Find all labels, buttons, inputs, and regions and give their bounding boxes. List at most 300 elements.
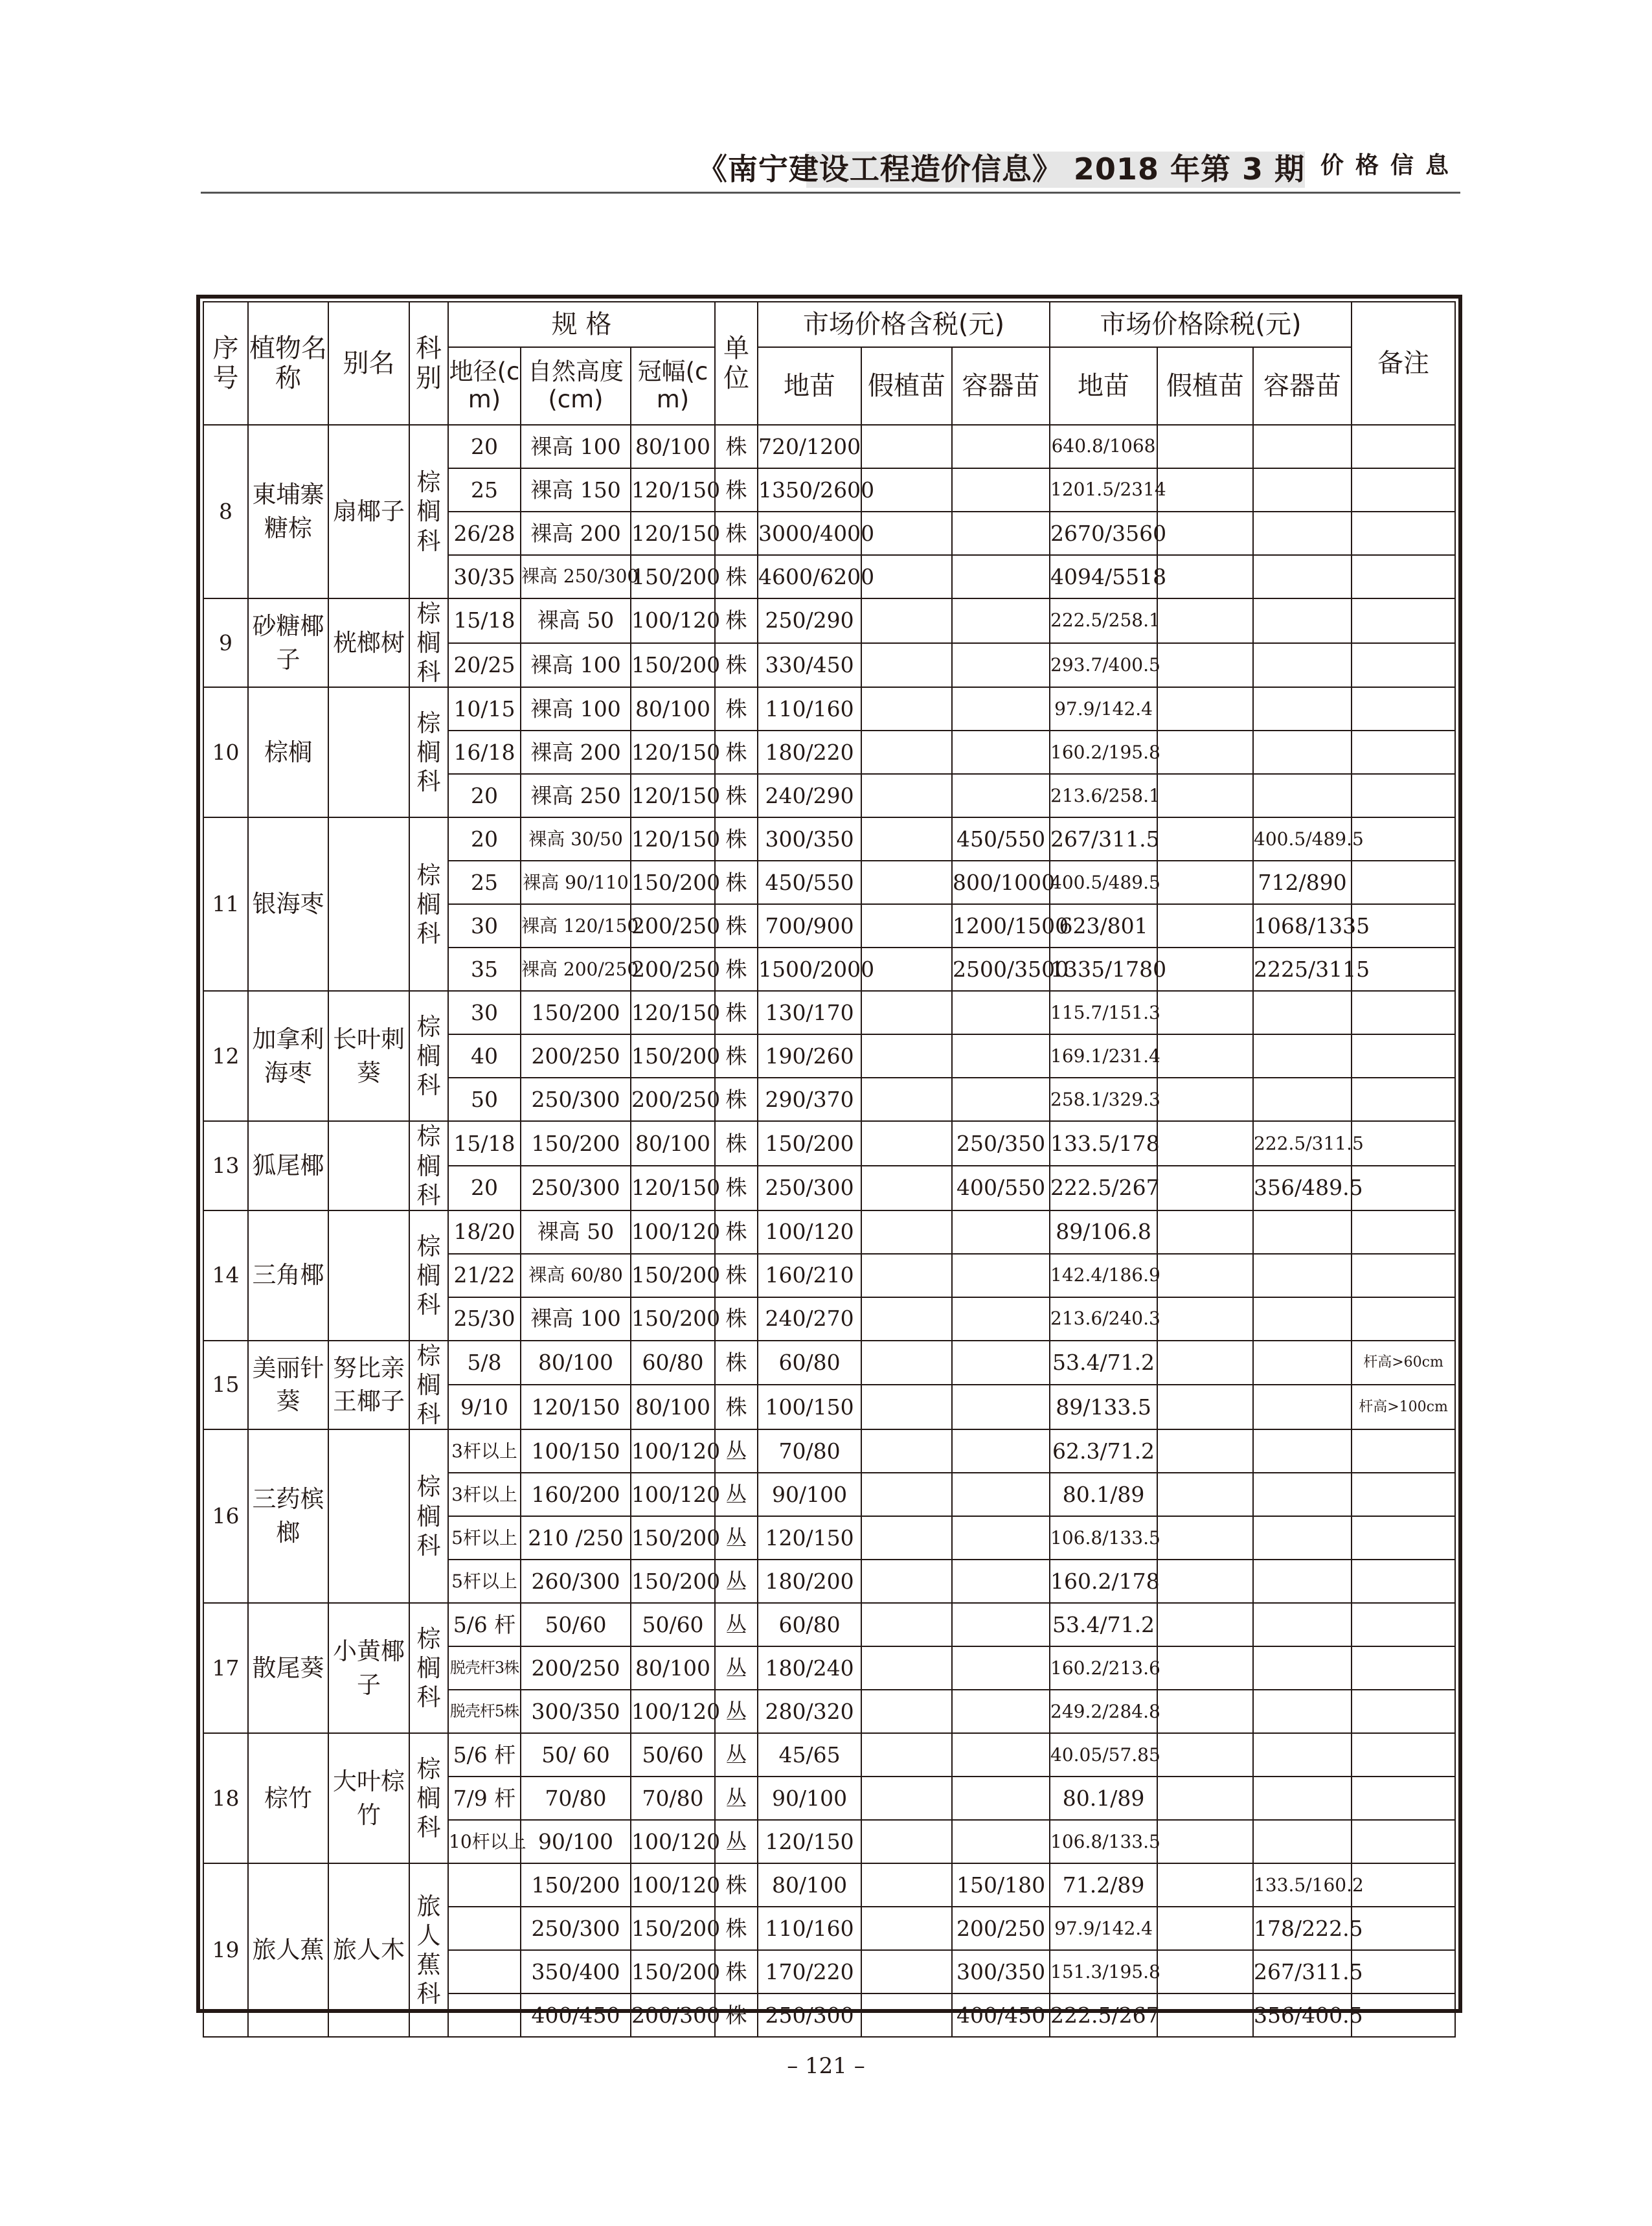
col-header-price-incl-tax: 市场价格含税(元) xyxy=(758,302,1050,347)
unit-cell: 株 xyxy=(715,817,758,861)
natural-height-cell: 裸高 200 xyxy=(521,512,631,555)
alias-cell xyxy=(328,1121,409,1210)
incl-container-price-cell xyxy=(952,1560,1050,1603)
crown-width-cell: 200/250 xyxy=(631,904,715,948)
ground-diameter-cell: 35 xyxy=(448,948,521,991)
excl-ground-price-cell: 293.7/400.5 xyxy=(1050,643,1157,688)
incl-fake-price-cell xyxy=(861,1516,952,1560)
excl-ground-price-cell: 169.1/231.4 xyxy=(1050,1034,1157,1078)
remark-cell: 杆高>60cm xyxy=(1352,1341,1455,1385)
ground-diameter-cell xyxy=(448,1950,521,1993)
excl-container-price-cell xyxy=(1253,1560,1352,1603)
ground-diameter-cell: 25 xyxy=(448,468,521,512)
natural-height-cell: 裸高 50 xyxy=(521,1210,631,1254)
unit-cell: 株 xyxy=(715,598,758,643)
excl-fake-price-cell xyxy=(1157,904,1253,948)
incl-fake-price-cell xyxy=(861,1341,952,1385)
incl-fake-price-cell xyxy=(861,1603,952,1646)
incl-fake-price-cell xyxy=(861,1121,952,1166)
incl-ground-price-cell: 60/80 xyxy=(758,1341,861,1385)
incl-ground-price-cell: 1500/2000 xyxy=(758,948,861,991)
excl-ground-price-cell: 400.5/489.5 xyxy=(1050,861,1157,904)
excl-ground-price-cell: 89/106.8 xyxy=(1050,1210,1157,1254)
unit-cell: 丛 xyxy=(715,1560,758,1603)
excl-fake-price-cell xyxy=(1157,1385,1253,1429)
incl-ground-price-cell: 110/160 xyxy=(758,1907,861,1950)
incl-container-price-cell xyxy=(952,1254,1050,1297)
excl-ground-price-cell: 62.3/71.2 xyxy=(1050,1429,1157,1473)
remark-cell xyxy=(1352,643,1455,688)
col-header-ground-diameter: 地径(cm) xyxy=(448,347,521,425)
excl-ground-price-cell: 160.2/195.8 xyxy=(1050,731,1157,774)
crown-width-cell: 150/200 xyxy=(631,1034,715,1078)
excl-container-price-cell xyxy=(1253,1473,1352,1516)
incl-container-price-cell: 2500/3500 xyxy=(952,948,1050,991)
remark-cell xyxy=(1352,512,1455,555)
incl-fake-price-cell xyxy=(861,1560,952,1603)
page-header xyxy=(201,146,1460,192)
incl-ground-price-cell: 150/200 xyxy=(758,1121,861,1166)
plant-name-cell: 银海枣 xyxy=(248,817,328,991)
plant-name-cell: 砂糖椰子 xyxy=(248,598,328,687)
col-header-incl-ground: 地苗 xyxy=(758,347,861,425)
excl-container-price-cell: 267/311.5 xyxy=(1253,1950,1352,1993)
seq-cell: 15 xyxy=(203,1341,248,1429)
natural-height-cell: 350/400 xyxy=(521,1950,631,1993)
col-header-incl-fake: 假植苗 xyxy=(861,347,952,425)
unit-cell: 株 xyxy=(715,643,758,688)
excl-fake-price-cell xyxy=(1157,1777,1253,1820)
crown-width-cell: 100/120 xyxy=(631,1863,715,1907)
unit-cell: 株 xyxy=(715,904,758,948)
excl-ground-price-cell: 71.2/89 xyxy=(1050,1863,1157,1907)
remark-cell xyxy=(1352,861,1455,904)
unit-cell: 株 xyxy=(715,731,758,774)
incl-ground-price-cell: 45/65 xyxy=(758,1733,861,1777)
ground-diameter-cell: 50 xyxy=(448,1078,521,1121)
seq-cell: 19 xyxy=(203,1863,248,2037)
remark-cell xyxy=(1352,1121,1455,1166)
excl-container-price-cell xyxy=(1253,1385,1352,1429)
incl-container-price-cell xyxy=(952,1690,1050,1733)
seq-cell: 16 xyxy=(203,1429,248,1603)
incl-container-price-cell xyxy=(952,1429,1050,1473)
incl-container-price-cell: 1200/1500 xyxy=(952,904,1050,948)
remark-cell xyxy=(1352,1907,1455,1950)
ground-diameter-cell: 20 xyxy=(448,1166,521,1210)
remark-cell xyxy=(1352,598,1455,643)
alias-cell: 桄榔树 xyxy=(328,598,409,687)
incl-ground-price-cell: 120/150 xyxy=(758,1820,861,1863)
excl-container-price-cell xyxy=(1253,1078,1352,1121)
excl-container-price-cell xyxy=(1253,1210,1352,1254)
crown-width-cell: 120/150 xyxy=(631,991,715,1034)
crown-width-cell: 100/120 xyxy=(631,1690,715,1733)
unit-cell: 株 xyxy=(715,1078,758,1121)
ground-diameter-cell: 20/25 xyxy=(448,643,521,688)
incl-ground-price-cell: 160/210 xyxy=(758,1254,861,1297)
remark-cell xyxy=(1352,425,1455,468)
remark-cell xyxy=(1352,1820,1455,1863)
unit-cell: 丛 xyxy=(715,1820,758,1863)
excl-ground-price-cell: 222.5/267 xyxy=(1050,1993,1157,2037)
incl-container-price-cell xyxy=(952,598,1050,643)
ground-diameter-cell: 7/9 杆 xyxy=(448,1777,521,1820)
natural-height-cell: 裸高 150 xyxy=(521,468,631,512)
ground-diameter-cell: 26/28 xyxy=(448,512,521,555)
excl-ground-price-cell: 97.9/142.4 xyxy=(1050,687,1157,731)
ground-diameter-cell: 5杆以上 xyxy=(448,1560,521,1603)
crown-width-cell: 120/150 xyxy=(631,731,715,774)
excl-fake-price-cell xyxy=(1157,1429,1253,1473)
remark-cell xyxy=(1352,1210,1455,1254)
excl-container-price-cell xyxy=(1253,1516,1352,1560)
unit-cell: 株 xyxy=(715,991,758,1034)
natural-height-cell: 裸高 120/150 xyxy=(521,904,631,948)
incl-container-price-cell: 450/550 xyxy=(952,817,1050,861)
ground-diameter-cell: 脱壳杆3株 xyxy=(448,1646,521,1690)
excl-container-price-cell: 356/400.5 xyxy=(1253,1993,1352,2037)
excl-fake-price-cell xyxy=(1157,774,1253,817)
plant-name-cell: 棕竹 xyxy=(248,1733,328,1863)
remark-cell xyxy=(1352,1690,1455,1733)
incl-ground-price-cell: 110/160 xyxy=(758,687,861,731)
family-cell: 棕榈科 xyxy=(409,687,448,817)
natural-height-cell: 150/200 xyxy=(521,1121,631,1166)
unit-cell: 株 xyxy=(715,1863,758,1907)
family-cell: 棕榈科 xyxy=(409,1429,448,1603)
unit-cell: 株 xyxy=(715,1254,758,1297)
table-row xyxy=(203,991,1455,1034)
table-row xyxy=(203,1429,1455,1473)
excl-ground-price-cell: 89/133.5 xyxy=(1050,1385,1157,1429)
excl-ground-price-cell: 106.8/133.5 xyxy=(1050,1516,1157,1560)
ground-diameter-cell: 脱壳杆5株 xyxy=(448,1690,521,1733)
unit-cell: 丛 xyxy=(715,1429,758,1473)
ground-diameter-cell: 10杆以上 xyxy=(448,1820,521,1863)
incl-container-price-cell: 200/250 xyxy=(952,1907,1050,1950)
remark-cell xyxy=(1352,1950,1455,1993)
crown-width-cell: 80/100 xyxy=(631,1121,715,1166)
incl-ground-price-cell: 450/550 xyxy=(758,861,861,904)
incl-ground-price-cell: 80/100 xyxy=(758,1863,861,1907)
excl-fake-price-cell xyxy=(1157,731,1253,774)
unit-cell: 株 xyxy=(715,774,758,817)
ground-diameter-cell xyxy=(448,1863,521,1907)
crown-width-cell: 80/100 xyxy=(631,687,715,731)
ground-diameter-cell xyxy=(448,1993,521,2037)
crown-width-cell: 100/120 xyxy=(631,1820,715,1863)
incl-container-price-cell xyxy=(952,1646,1050,1690)
ground-diameter-cell: 30/35 xyxy=(448,555,521,598)
incl-ground-price-cell: 70/80 xyxy=(758,1429,861,1473)
excl-container-price-cell xyxy=(1253,1341,1352,1385)
excl-container-price-cell xyxy=(1253,468,1352,512)
natural-height-cell: 250/300 xyxy=(521,1166,631,1210)
natural-height-cell: 裸高 60/80 xyxy=(521,1254,631,1297)
excl-container-price-cell xyxy=(1253,643,1352,688)
family-cell: 棕榈科 xyxy=(409,1121,448,1210)
incl-fake-price-cell xyxy=(861,1907,952,1950)
excl-ground-price-cell: 222.5/267 xyxy=(1050,1166,1157,1210)
family-cell: 棕榈科 xyxy=(409,817,448,991)
ground-diameter-cell: 30 xyxy=(448,991,521,1034)
table-row xyxy=(203,1863,1455,1907)
unit-cell: 株 xyxy=(715,1210,758,1254)
incl-ground-price-cell: 180/200 xyxy=(758,1560,861,1603)
section-label: 价格信息 xyxy=(1320,152,1460,179)
col-header-family: 科别 xyxy=(409,302,448,425)
family-cell: 棕榈科 xyxy=(409,1210,448,1341)
ground-diameter-cell: 5杆以上 xyxy=(448,1516,521,1560)
ground-diameter-cell: 18/20 xyxy=(448,1210,521,1254)
crown-width-cell: 120/150 xyxy=(631,468,715,512)
seq-cell: 18 xyxy=(203,1733,248,1863)
incl-container-price-cell xyxy=(952,1777,1050,1820)
incl-container-price-cell xyxy=(952,512,1050,555)
unit-cell: 株 xyxy=(715,425,758,468)
table-row xyxy=(203,687,1455,731)
excl-ground-price-cell: 80.1/89 xyxy=(1050,1777,1157,1820)
excl-fake-price-cell xyxy=(1157,1603,1253,1646)
natural-height-cell: 90/100 xyxy=(521,1820,631,1863)
ground-diameter-cell: 5/8 xyxy=(448,1341,521,1385)
incl-ground-price-cell: 130/170 xyxy=(758,991,861,1034)
unit-cell: 株 xyxy=(715,1341,758,1385)
family-cell: 棕榈科 xyxy=(409,425,448,598)
incl-container-price-cell xyxy=(952,555,1050,598)
incl-ground-price-cell: 190/260 xyxy=(758,1034,861,1078)
page-number: – 121 – xyxy=(787,2053,865,2079)
unit-cell: 株 xyxy=(715,555,758,598)
unit-cell: 株 xyxy=(715,687,758,731)
incl-fake-price-cell xyxy=(861,904,952,948)
crown-width-cell: 80/100 xyxy=(631,1385,715,1429)
unit-cell: 株 xyxy=(715,1950,758,1993)
ground-diameter-cell: 40 xyxy=(448,1034,521,1078)
excl-ground-price-cell: 115.7/151.3 xyxy=(1050,991,1157,1034)
incl-fake-price-cell xyxy=(861,1646,952,1690)
incl-fake-price-cell xyxy=(861,1254,952,1297)
alias-cell xyxy=(328,1429,409,1603)
natural-height-cell: 120/150 xyxy=(521,1385,631,1429)
natural-height-cell: 260/300 xyxy=(521,1560,631,1603)
ground-diameter-cell: 15/18 xyxy=(448,598,521,643)
ground-diameter-cell: 9/10 xyxy=(448,1385,521,1429)
incl-fake-price-cell xyxy=(861,512,952,555)
incl-container-price-cell xyxy=(952,774,1050,817)
natural-height-cell: 50/ 60 xyxy=(521,1733,631,1777)
excl-container-price-cell xyxy=(1253,1254,1352,1297)
seq-cell: 8 xyxy=(203,425,248,598)
incl-ground-price-cell: 60/80 xyxy=(758,1603,861,1646)
unit-cell: 株 xyxy=(715,1121,758,1166)
table-row xyxy=(203,598,1455,643)
crown-width-cell: 50/60 xyxy=(631,1733,715,1777)
remark-cell xyxy=(1352,1254,1455,1297)
incl-ground-price-cell: 1350/2600 xyxy=(758,468,861,512)
ground-diameter-cell: 25/30 xyxy=(448,1297,521,1341)
incl-fake-price-cell xyxy=(861,731,952,774)
excl-fake-price-cell xyxy=(1157,1690,1253,1733)
natural-height-cell: 裸高 100 xyxy=(521,687,631,731)
remark-cell xyxy=(1352,687,1455,731)
excl-container-price-cell xyxy=(1253,1820,1352,1863)
natural-height-cell: 裸高 200 xyxy=(521,731,631,774)
natural-height-cell: 200/250 xyxy=(521,1034,631,1078)
unit-cell: 株 xyxy=(715,861,758,904)
header-row-1 xyxy=(203,302,1455,347)
unit-cell: 丛 xyxy=(715,1733,758,1777)
incl-fake-price-cell xyxy=(861,1429,952,1473)
incl-container-price-cell xyxy=(952,1603,1050,1646)
incl-container-price-cell: 400/450 xyxy=(952,1993,1050,2037)
remark-cell xyxy=(1352,1473,1455,1516)
crown-width-cell: 200/300 xyxy=(631,1993,715,2037)
excl-fake-price-cell xyxy=(1157,1516,1253,1560)
excl-container-price-cell xyxy=(1253,1777,1352,1820)
incl-ground-price-cell: 700/900 xyxy=(758,904,861,948)
incl-ground-price-cell: 170/220 xyxy=(758,1950,861,1993)
excl-container-price-cell xyxy=(1253,731,1352,774)
incl-fake-price-cell xyxy=(861,1777,952,1820)
excl-fake-price-cell xyxy=(1157,1297,1253,1341)
plant-name-cell: 狐尾椰 xyxy=(248,1121,328,1210)
col-header-crown-width: 冠幅(cm) xyxy=(631,347,715,425)
remark-cell xyxy=(1352,1560,1455,1603)
ground-diameter-cell: 20 xyxy=(448,817,521,861)
incl-fake-price-cell xyxy=(861,1993,952,2037)
family-cell: 棕榈科 xyxy=(409,1733,448,1863)
natural-height-cell: 400/450 xyxy=(521,1993,631,2037)
excl-ground-price-cell: 640.8/1068 xyxy=(1050,425,1157,468)
excl-ground-price-cell: 2670/3560 xyxy=(1050,512,1157,555)
excl-ground-price-cell: 53.4/71.2 xyxy=(1050,1603,1157,1646)
remark-cell xyxy=(1352,555,1455,598)
alias-cell: 旅人木 xyxy=(328,1863,409,2037)
incl-fake-price-cell xyxy=(861,948,952,991)
price-table-body xyxy=(203,425,1455,2037)
table-row xyxy=(203,1341,1455,1385)
incl-fake-price-cell xyxy=(861,1385,952,1429)
plant-name-cell: 三角椰 xyxy=(248,1210,328,1341)
excl-fake-price-cell xyxy=(1157,1733,1253,1777)
ground-diameter-cell: 3杆以上 xyxy=(448,1473,521,1516)
ground-diameter-cell: 20 xyxy=(448,425,521,468)
excl-ground-price-cell: 40.05/57.85 xyxy=(1050,1733,1157,1777)
incl-ground-price-cell: 240/290 xyxy=(758,774,861,817)
crown-width-cell: 120/150 xyxy=(631,512,715,555)
natural-height-cell: 210 /250 xyxy=(521,1516,631,1560)
natural-height-cell: 200/250 xyxy=(521,1646,631,1690)
crown-width-cell: 100/120 xyxy=(631,1473,715,1516)
excl-fake-price-cell xyxy=(1157,991,1253,1034)
excl-fake-price-cell xyxy=(1157,643,1253,688)
excl-ground-price-cell: 160.2/213.6 xyxy=(1050,1646,1157,1690)
incl-container-price-cell xyxy=(952,991,1050,1034)
plant-name-cell: 旅人蕉 xyxy=(248,1863,328,2037)
natural-height-cell: 250/300 xyxy=(521,1907,631,1950)
natural-height-cell: 裸高 200/250 xyxy=(521,948,631,991)
incl-ground-price-cell: 90/100 xyxy=(758,1777,861,1820)
incl-container-price-cell xyxy=(952,1297,1050,1341)
col-header-seq: 序号 xyxy=(203,302,248,425)
natural-height-cell: 裸高 100 xyxy=(521,1297,631,1341)
excl-ground-price-cell: 80.1/89 xyxy=(1050,1473,1157,1516)
excl-container-price-cell xyxy=(1253,1297,1352,1341)
unit-cell: 株 xyxy=(715,1907,758,1950)
incl-fake-price-cell xyxy=(861,861,952,904)
seq-cell: 13 xyxy=(203,1121,248,1210)
table-row xyxy=(203,1603,1455,1646)
excl-container-price-cell xyxy=(1253,774,1352,817)
excl-container-price-cell xyxy=(1253,687,1352,731)
col-header-excl-fake: 假植苗 xyxy=(1157,347,1253,425)
publication-title: 《南宁建设工程造价信息》 2018 年第 3 期 xyxy=(697,152,1305,187)
natural-height-cell: 300/350 xyxy=(521,1690,631,1733)
crown-width-cell: 150/200 xyxy=(631,1560,715,1603)
family-cell: 旅人蕉科 xyxy=(409,1863,448,2037)
col-header-remark: 备注 xyxy=(1352,302,1455,425)
crown-width-cell: 150/200 xyxy=(631,1950,715,1993)
incl-container-price-cell xyxy=(952,425,1050,468)
table-row xyxy=(203,817,1455,861)
crown-width-cell: 100/120 xyxy=(631,1210,715,1254)
excl-fake-price-cell xyxy=(1157,1646,1253,1690)
incl-ground-price-cell: 250/300 xyxy=(758,1993,861,2037)
incl-fake-price-cell xyxy=(861,687,952,731)
col-header-excl-container: 容器苗 xyxy=(1253,347,1352,425)
crown-width-cell: 120/150 xyxy=(631,1166,715,1210)
incl-ground-price-cell: 180/220 xyxy=(758,731,861,774)
unit-cell: 丛 xyxy=(715,1646,758,1690)
excl-container-price-cell xyxy=(1253,1646,1352,1690)
unit-cell: 株 xyxy=(715,1385,758,1429)
natural-height-cell: 150/200 xyxy=(521,1863,631,1907)
incl-container-price-cell xyxy=(952,1341,1050,1385)
unit-cell: 株 xyxy=(715,468,758,512)
ground-diameter-cell: 10/15 xyxy=(448,687,521,731)
crown-width-cell: 150/200 xyxy=(631,643,715,688)
col-header-unit: 单位 xyxy=(715,302,758,425)
plant-name-cell: 棕榈 xyxy=(248,687,328,817)
crown-width-cell: 200/250 xyxy=(631,1078,715,1121)
plant-name-cell: 散尾葵 xyxy=(248,1603,328,1733)
excl-container-price-cell xyxy=(1253,1733,1352,1777)
unit-cell: 株 xyxy=(715,512,758,555)
plant-name-cell: 加拿利海枣 xyxy=(248,991,328,1121)
header-rule xyxy=(201,192,1460,194)
unit-cell: 丛 xyxy=(715,1516,758,1560)
natural-height-cell: 裸高 90/110 xyxy=(521,861,631,904)
crown-width-cell: 80/100 xyxy=(631,425,715,468)
incl-fake-price-cell xyxy=(861,1690,952,1733)
incl-container-price-cell xyxy=(952,643,1050,688)
incl-fake-price-cell xyxy=(861,1820,952,1863)
excl-container-price-cell xyxy=(1253,598,1352,643)
incl-container-price-cell: 400/550 xyxy=(952,1166,1050,1210)
excl-fake-price-cell xyxy=(1157,1034,1253,1078)
incl-fake-price-cell xyxy=(861,555,952,598)
incl-container-price-cell xyxy=(952,1385,1050,1429)
incl-container-price-cell xyxy=(952,1078,1050,1121)
incl-ground-price-cell: 720/1200 xyxy=(758,425,861,468)
excl-ground-price-cell: 53.4/71.2 xyxy=(1050,1341,1157,1385)
crown-width-cell: 120/150 xyxy=(631,817,715,861)
family-cell: 棕榈科 xyxy=(409,1341,448,1429)
excl-fake-price-cell xyxy=(1157,1993,1253,2037)
excl-ground-price-cell: 97.9/142.4 xyxy=(1050,1907,1157,1950)
